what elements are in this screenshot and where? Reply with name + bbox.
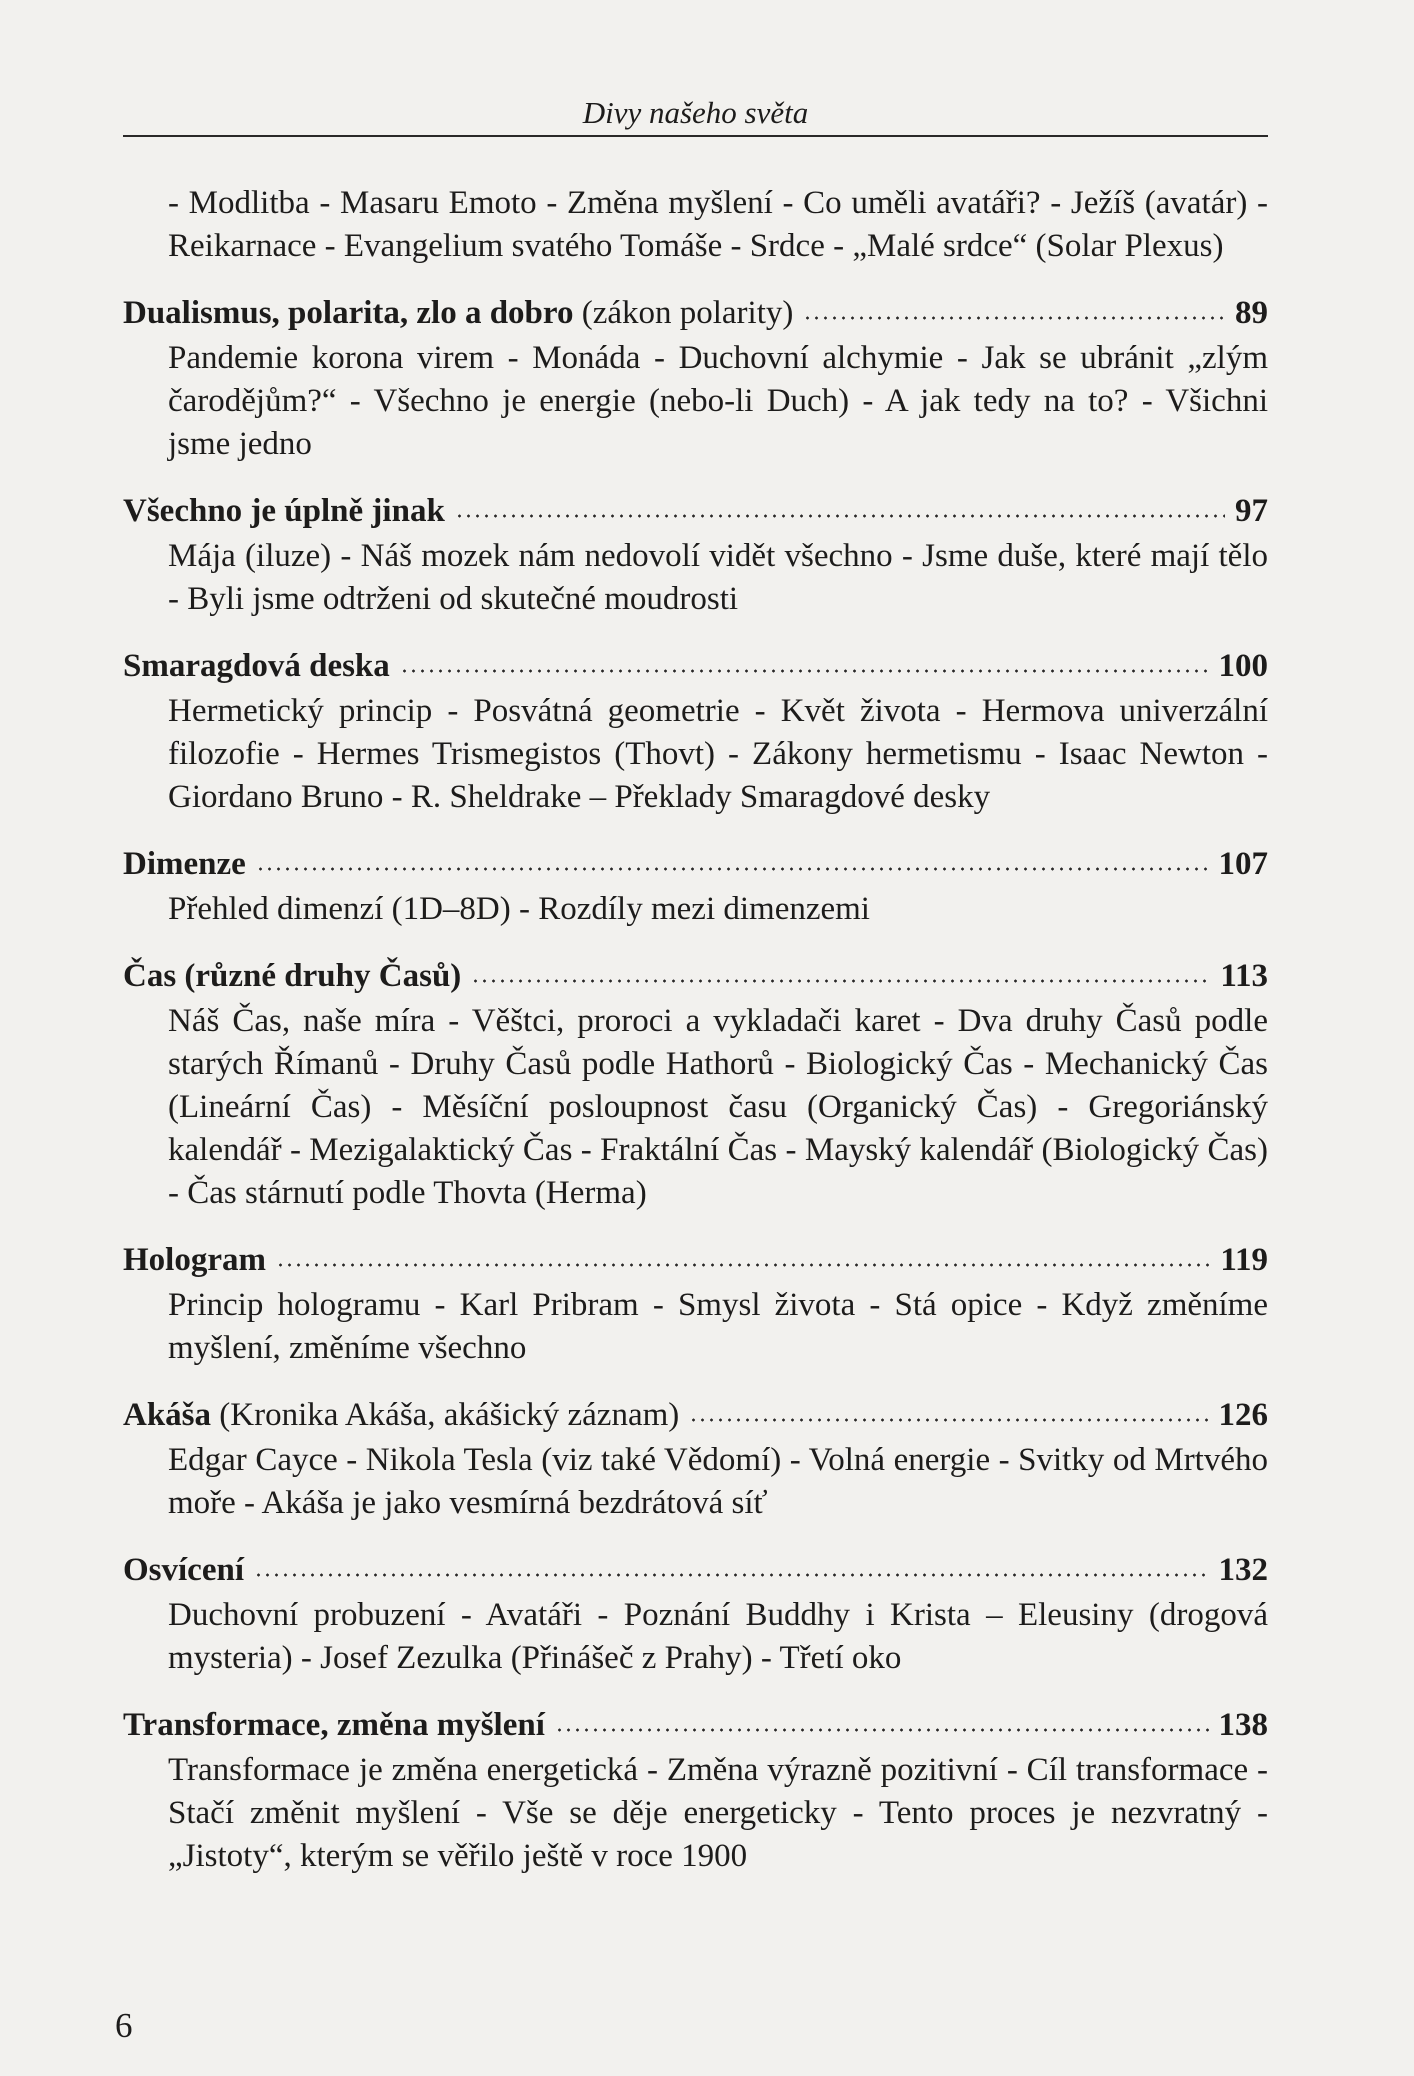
toc-title-bold: Osvícení xyxy=(123,1552,244,1588)
toc-entry-heading xyxy=(123,1394,1268,1437)
toc-entry-title xyxy=(123,1549,244,1592)
page-folio: 6 xyxy=(115,2006,133,2045)
page-number: 113 xyxy=(1220,958,1268,994)
toc-entry-heading xyxy=(123,1239,1268,1282)
toc-title-rest: (zákon polarity) xyxy=(573,295,794,331)
toc-entry xyxy=(123,645,1268,819)
dot-leader xyxy=(254,1573,1209,1577)
toc-entry-description: Princip hologramu - Karl Pribram - Smysl života - Stá opice - Když změníme myšlení, změníme všechno xyxy=(168,1287,1268,1366)
toc-entry xyxy=(123,843,1268,931)
toc-title-bold: Hologram xyxy=(123,1242,266,1278)
page-number: 119 xyxy=(1220,1242,1268,1278)
toc-entry-title xyxy=(123,955,461,998)
toc-entry-title xyxy=(123,1239,266,1282)
toc-entry-heading xyxy=(123,843,1268,886)
toc-entry-heading xyxy=(123,1704,1268,1747)
page-number: 100 xyxy=(1218,648,1268,684)
toc-title-bold: Smaragdová deska xyxy=(123,648,390,684)
toc-entry-heading xyxy=(123,955,1268,998)
dot-leader xyxy=(455,514,1225,518)
toc-title-bold: Dualismus, polarita, zlo a dobro xyxy=(123,295,574,331)
toc-entry-description: Duchovní probuzení - Avatáři - Poznání Buddhy i Krista – Eleusiny (drogová mysteria) - Josef Zezulka (Přinášeč z Prahy) - Třetí oko xyxy=(168,1597,1268,1676)
toc-title-bold: Čas (různé druhy Časů) xyxy=(123,958,462,994)
page-number: 107 xyxy=(1218,846,1268,882)
dot-leader xyxy=(256,867,1209,871)
toc-entry-heading xyxy=(123,490,1268,533)
dot-leader xyxy=(689,1418,1208,1422)
dot-leader xyxy=(400,669,1209,673)
header-rule xyxy=(123,135,1268,137)
toc-entry-heading xyxy=(123,645,1268,688)
table-of-contents xyxy=(123,182,1268,1878)
toc-entry-description: Mája (iluze) - Náš mozek nám nedovolí vidět všechno - Jsme duše, které mají tělo - Byli jsme odtrženi od skutečné moudrosti xyxy=(168,538,1268,617)
toc-title-bold: Všechno je úplně jinak xyxy=(123,493,445,529)
toc-entry-heading xyxy=(123,292,1268,335)
page-number: 126 xyxy=(1218,1397,1268,1433)
toc-entry-description: Transformace je změna energetická - Změna výrazně pozitivní - Cíl transformace - Stačí změnit myšlení - Vše se děje energeticky - Tento proces je nezvratný - „Jistoty“, kterým se věřilo ještě v roce 1900 xyxy=(168,1752,1268,1874)
toc-entry-heading xyxy=(123,1549,1268,1592)
toc-title-bold: Dimenze xyxy=(123,846,246,882)
page-number: 138 xyxy=(1218,1707,1268,1743)
page-number: 97 xyxy=(1235,493,1268,529)
toc-title-bold: Akáša xyxy=(123,1397,212,1433)
toc-entry-description: Přehled dimenzí (1D–8D) - Rozdíly mezi dimenzemi xyxy=(168,891,870,927)
dot-leader xyxy=(276,1263,1210,1267)
toc-title-rest: (Kronika Akáša, akášický záznam) xyxy=(211,1397,680,1433)
toc-entry xyxy=(123,292,1268,466)
toc-entry-description: Hermetický princip - Posvátná geometrie - Květ života - Hermova univerzální filozofie - Hermes Trismegistos (Thovt) - Zákony hermetismu - Isaac Newton - Giordano Bruno - R. Sheldrake – Překlady Smaragdové desky xyxy=(168,693,1268,815)
running-header: Divy našeho světa xyxy=(582,95,809,130)
continued-description: - Modlitba - Masaru Emoto - Změna myšlení - Co uměli avatáři? - Ježíš (avatár) - Reikarnace - Evangelium svatého Tomáše - Srdce - „Malé srdce“ (Solar Plexus) xyxy=(168,185,1268,264)
dot-leader xyxy=(555,1728,1209,1732)
toc-entry-title xyxy=(123,843,246,886)
toc-entry xyxy=(123,1239,1268,1370)
toc-title-bold: Transformace, změna myšlení xyxy=(123,1707,545,1743)
toc-entry xyxy=(123,1704,1268,1878)
dot-leader xyxy=(803,316,1225,320)
dot-leader xyxy=(471,979,1210,983)
toc-entry-description: Náš Čas, naše míra - Věštci, proroci a vykladači karet - Dva druhy Časů podle starých Římanů - Druhy Časů podle Hathorů - Biologický Čas - Mechanický Čas (Lineární Čas) - Měsíční posloupnost času (Organický Čas) - Gregoriánský kalendář - Mezigalaktický Čas - Fraktální Čas - Mayský kalendář (Biologický Čas) - Čas stárnutí podle Thovta (Herma) xyxy=(168,1003,1268,1211)
toc-entry-description: Edgar Cayce - Nikola Tesla (viz také Vědomí) - Volná energie - Svitky od Mrtvého moře - Akáša je jako vesmírná bezdrátová síť xyxy=(168,1442,1268,1521)
toc-entry-title xyxy=(123,292,793,335)
toc-entry xyxy=(123,955,1268,1215)
toc-entry-title xyxy=(123,490,445,533)
toc-entry xyxy=(123,1549,1268,1680)
toc-entry xyxy=(123,1394,1268,1525)
toc-entry xyxy=(123,490,1268,621)
toc-entry-description: Pandemie korona virem - Monáda - Duchovní alchymie - Jak se ubránit „zlým čarodějům?“ - Všechno je energie (nebo-li Duch) - A jak tedy na to? - Všichni jsme jedno xyxy=(168,340,1268,462)
page-number: 89 xyxy=(1235,295,1268,331)
toc-entry-title xyxy=(123,1704,545,1747)
page-number: 132 xyxy=(1218,1552,1268,1588)
toc-entry-title xyxy=(123,645,390,688)
toc-entry-title xyxy=(123,1394,679,1437)
